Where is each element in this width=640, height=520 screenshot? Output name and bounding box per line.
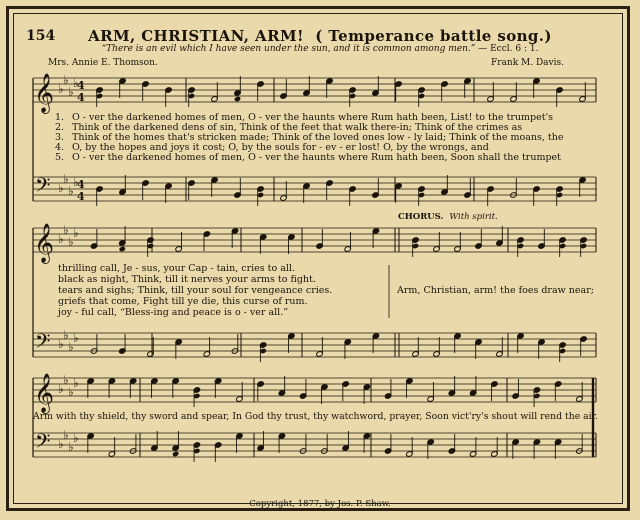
- flat-sign: ♭: [68, 85, 74, 99]
- verse-lyric-line: Think of the darkened dens of sin, Think of the feet that walk there-in; Think of the crimes as: [72, 122, 523, 133]
- time-signature: 4: [77, 91, 85, 104]
- flat-sign: ♭: [58, 232, 64, 246]
- verse-lyric-line: Think of the homes that's stricken made; Think of the loved ones low - ly laid; Think of the moans, the: [72, 132, 564, 143]
- flat-sign: ♭: [73, 376, 79, 390]
- flat-sign: ♭: [58, 181, 64, 195]
- chorus-lyric-line: Arm with thy shield, thy sword and spear, In God thy trust, thy watchword, prayer, Soon vict'ry's shout will rend the air.: [33, 411, 598, 422]
- flat-sign: ♭: [58, 382, 64, 396]
- flat-sign: ♭: [63, 373, 69, 387]
- epigraph-quote: “There is an evil which I have seen under the sun, and it is common among men.”: [101, 44, 476, 54]
- flat-sign: ♭: [58, 337, 64, 351]
- verse-number: 3.: [55, 132, 65, 143]
- verse-number: 5.: [55, 152, 65, 163]
- bass-clef: 𝄢: [35, 329, 51, 358]
- page-number: 154: [26, 28, 56, 44]
- note-head: [119, 246, 126, 252]
- treble-clef: 𝄞: [34, 372, 55, 413]
- bass-clef: 𝄢: [35, 173, 51, 202]
- flat-sign: ♭: [58, 82, 64, 96]
- verse-lyric-line: O - ver the darkened homes of men, O - ver the haunts where Rum hath been, Soon shall the trumpet: [72, 152, 561, 163]
- note-head: [234, 96, 241, 102]
- flat-sign: ♭: [73, 76, 79, 90]
- title-text: ARM, CHRISTIAN, ARM!: [88, 27, 304, 45]
- time-signature: 4: [77, 190, 85, 203]
- chorus-heading: CHORUS.: [398, 212, 444, 222]
- lyricist-credit: Mrs. Annie E. Thomson.: [48, 58, 158, 68]
- song-title: [0, 27, 640, 45]
- chorus-label: [398, 212, 498, 222]
- flat-sign: ♭: [58, 437, 64, 451]
- verse-number: 4.: [55, 142, 65, 153]
- time-signature: 4: [77, 79, 85, 92]
- chorus-tempo: With spirit.: [449, 212, 498, 222]
- flat-sign: ♭: [68, 385, 74, 399]
- flat-sign: ♭: [68, 440, 74, 454]
- flat-sign: ♭: [63, 73, 69, 87]
- flat-sign: ♭: [63, 172, 69, 186]
- verse-lyric-line: O, by the hopes and joys it cost; O, by the souls for - ev - er lost! O, by the wrongs, and: [72, 142, 489, 153]
- flat-sign: ♭: [68, 235, 74, 249]
- flat-sign: ♭: [63, 328, 69, 342]
- subtitle-text: ( Temperance battle song.): [315, 27, 552, 45]
- verse-number: 2.: [55, 122, 65, 133]
- epigraph-reference: — Eccl. 6 : 1.: [478, 44, 539, 54]
- treble-clef: 𝄞: [34, 72, 55, 113]
- flat-sign: ♭: [73, 226, 79, 240]
- epigraph: [0, 44, 640, 54]
- verse-lyric-line: thrilling call, Je - sus, your Cap - tain, cries to all.: [58, 263, 295, 274]
- note-head: [172, 451, 179, 457]
- flat-sign: ♭: [73, 431, 79, 445]
- verse-lyric-line: O - ver the darkened homes of men, O - ver the haunts where Rum hath been, List! to the trumpet's: [72, 112, 554, 123]
- flat-sign: ♭: [63, 428, 69, 442]
- time-signature: 4: [77, 178, 85, 191]
- verse-number: 1.: [55, 112, 65, 123]
- flat-sign: ♭: [73, 331, 79, 345]
- composer-credit: Frank M. Davis.: [491, 58, 564, 68]
- flat-sign: ♭: [68, 340, 74, 354]
- flat-sign: ♭: [68, 184, 74, 198]
- treble-clef: 𝄞: [34, 222, 55, 263]
- chorus-lyric-line: Arm, Christian, arm! the foes draw near;: [397, 285, 594, 296]
- flat-sign: ♭: [73, 175, 79, 189]
- copyright-notice: Copyright, 1877, by Jos. P. Shaw.: [249, 499, 391, 509]
- verse-lyric-line: black as night, Think, till it nerves your arms to fight.: [58, 274, 316, 285]
- verse-lyric-line: joy - ful call, “Bless-ing and peace is o - ver all.”: [58, 307, 289, 318]
- bass-clef: 𝄢: [35, 429, 51, 458]
- verse-lyric-line: tears and sighs; Think, till your soul for vengeance cries.: [58, 285, 333, 296]
- verse-lyric-line: griefs that come, Fight till ye die, this curse of rum.: [58, 296, 308, 307]
- flat-sign: ♭: [63, 223, 69, 237]
